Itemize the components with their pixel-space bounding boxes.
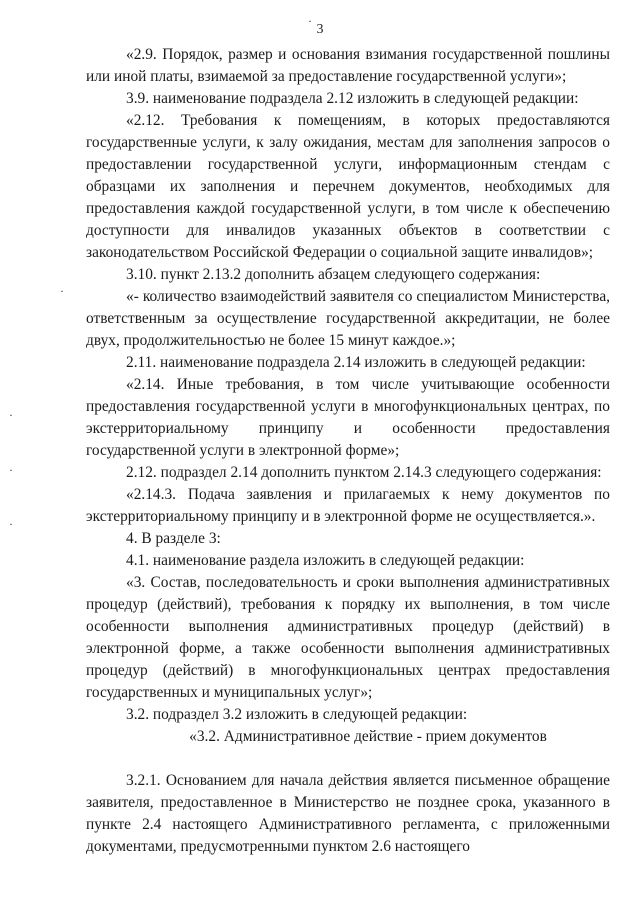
scan-speck: · [9, 463, 13, 477]
paragraph-interactions: «- количество взаимодействий заявителя со специалистом Министерства, ответственным за осуществление государственной аккредитации, не более двух, продолжительностью не более 15 минут каждое.»; [86, 288, 610, 349]
paragraph-2-12-sub: 2.12. подраздел 2.14 дополнить пунктом 2.14.3 следующего содержания: [126, 464, 602, 481]
document-body [86, 44, 610, 858]
paragraph-2-14: «2.14. Иные требования, в том числе учитывающие особенности предоставления государственной услуги в многофункциональных центрах, по экстерриториальному принципу и особенности предоставления государственной услуги в электронной форме»; [86, 376, 610, 459]
page-number: 3 [316, 22, 324, 37]
paragraph-3-9: 3.9. наименование подраздела 2.12 изложить в следующей редакции: [126, 90, 579, 107]
paragraph-2-9: «2.9. Порядок, размер и основания взимания государственной пошлины или иной платы, взимаемой за предоставление государственной услуги»; [86, 46, 610, 85]
scan-speck: · [308, 14, 312, 28]
paragraph-4-1: 4.1. наименование раздела изложить в следующей редакции: [126, 552, 525, 569]
scan-speck: · [9, 517, 13, 531]
paragraph-2-14-3: «2.14.3. Подача заявления и прилагаемых к нему документов по экстерриториальному принципу и в электронной форме не осуществляется.». [86, 486, 610, 525]
paragraph-3-2: 3.2. подраздел 3.2 изложить в следующей редакции: [126, 706, 468, 723]
paragraph-section-4: 4. В разделе 3: [126, 530, 221, 547]
scan-speck: · [9, 408, 13, 422]
blank-line [86, 748, 610, 770]
paragraph-2-11: 2.11. наименование подраздела 2.14 изложить в следующей редакции: [126, 354, 586, 371]
paragraph-2-12: «2.12. Требования к помещениям, в которых предоставляются государственные услуги, к залу ожидания, местам для заполнения запросов о предоставлении государственной услуги, информационным стендам с образцами их заполнения и перечнем документов, необходимых для предоставления каждой государственной услуги, в том числе к обеспечению доступности для инвалидов указанных объектов в соответствии с законодательством Российской Федерации о социальной защите инвалидов»; [86, 112, 610, 261]
paragraph-3-2-1: 3.2.1. Основанием для начала действия является письменное обращение заявителя, предоставленное в Министерство не позднее срока, указанного в пункте 2.4 настоящего Административного регламента, с приложенными документами, предусмотренными пунктом 2.6 настоящего [86, 772, 610, 855]
subsection-heading-3-2: «3.2. Административное действие - прием документов [189, 728, 547, 745]
paragraph-section-3-title: «3. Состав, последовательность и сроки выполнения административных процедур (действий), требования к порядку их выполнения, в том числе особенности выполнения административных процедур (действий) в электронной форме, а также особенности выполнения административных процедур (действий) в многофункциональных центрах предоставления государственных и муниципальных услуг»; [86, 574, 610, 701]
scan-speck: · [60, 284, 64, 298]
paragraph-3-10: 3.10. пункт 2.13.2 дополнить абзацем следующего содержания: [126, 266, 541, 283]
